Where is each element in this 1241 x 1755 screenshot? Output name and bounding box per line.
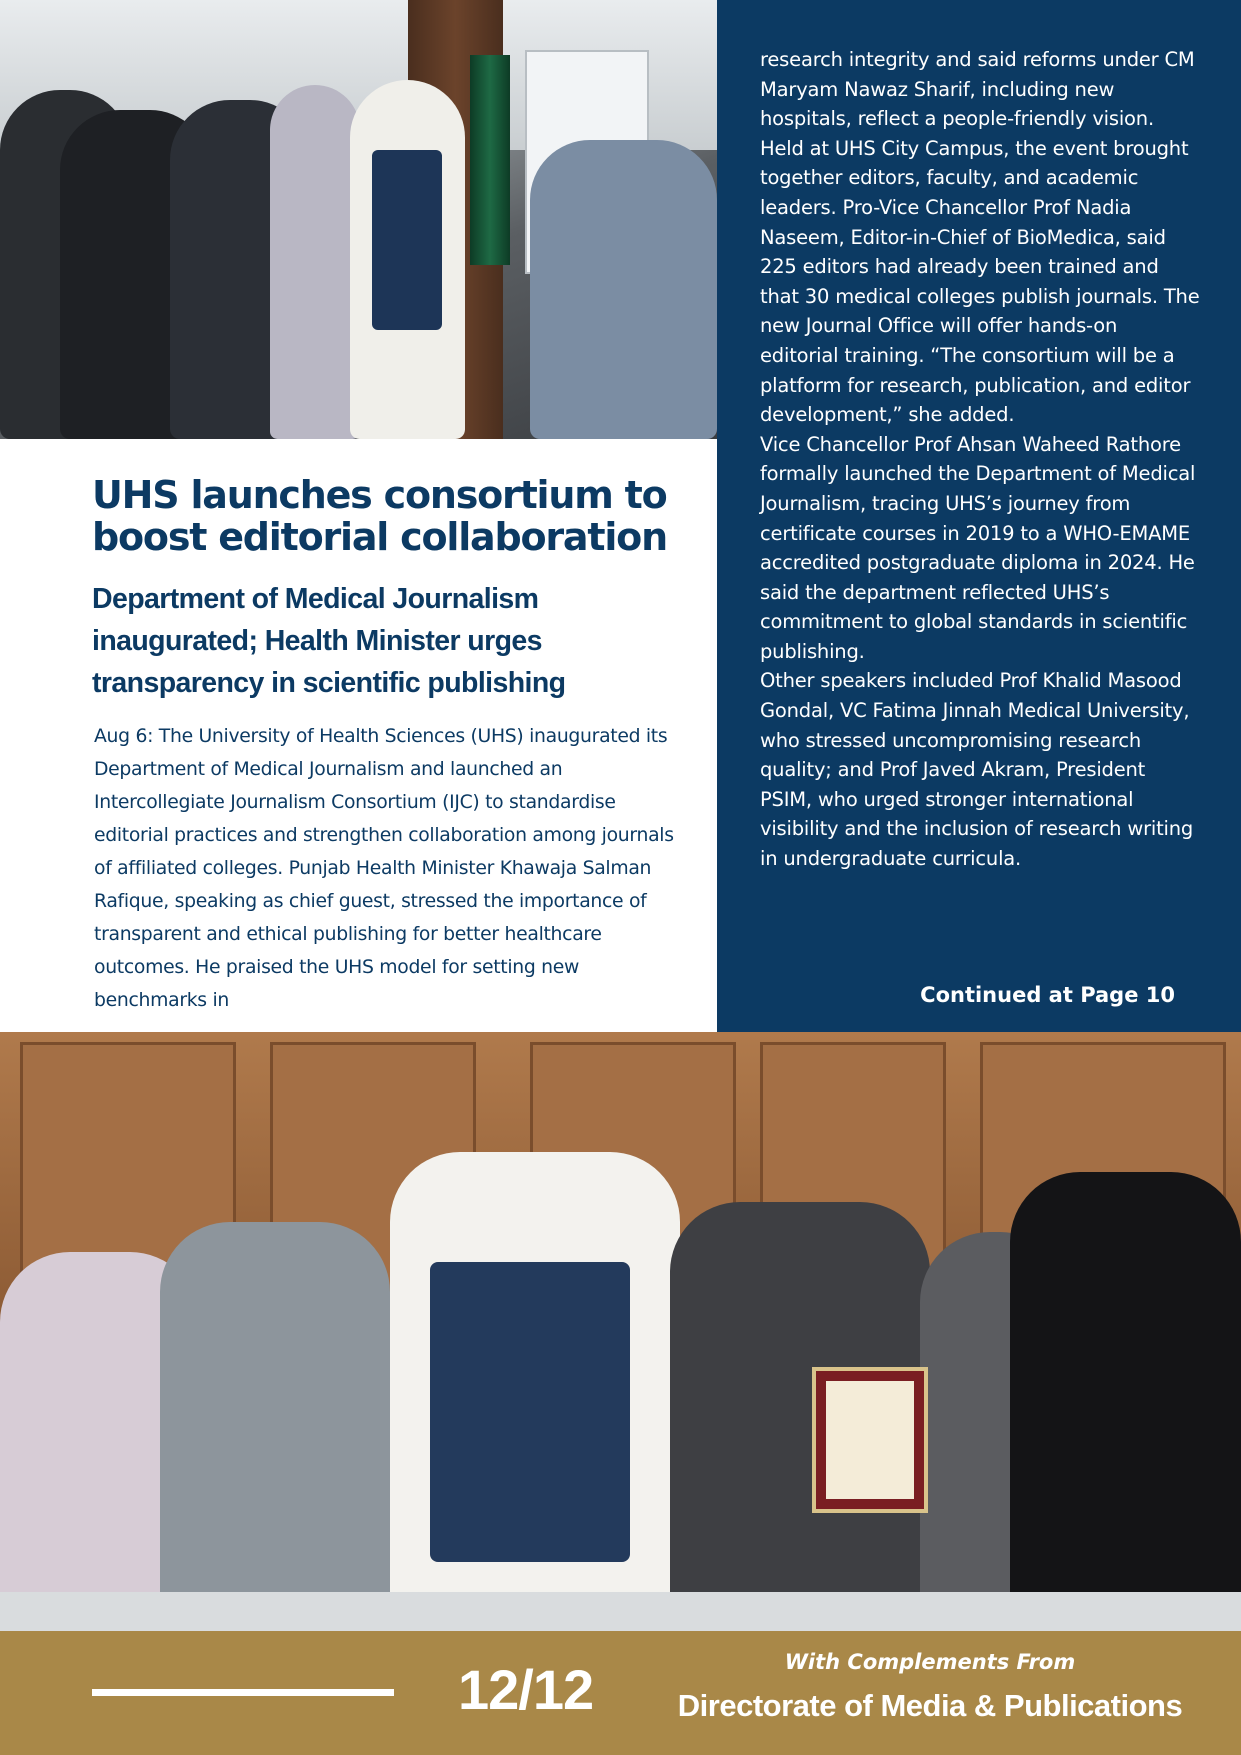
photo-person <box>270 85 360 439</box>
footer-divider <box>92 1689 394 1696</box>
article-headline: UHS launches consortium to boost editorial collaboration <box>92 473 667 559</box>
article-column-left <box>94 720 694 1017</box>
paragraph: Aug 6: The University of Health Sciences (UHS) inaugurated its Department of Medical Journalism and launched an Intercollegiate Journalism Consortium (IJC) to standardise editorial practices and strengthen collaboration among journals of affiliated colleges. Punjab Health Minister Khawaja Salman Rafique, speaking as chief guest, stressed the importance of transparent and ethical publishing for better healthcare outcomes. He praised the UHS model for setting new benchmarks in <box>94 726 674 1011</box>
paragraph: Vice Chancellor Prof Ahsan Waheed Rathore formally launched the Department of Medical Journalism, tracing UHS’s journey from certificate courses in 2019 to a WHO-EMAME accredited postgraduate diploma in 2024. He said the department reflected UHS’s commitment to global standards in scientific publishing. <box>760 432 1196 663</box>
bottom-photo <box>0 1032 1241 1631</box>
photo-person <box>1010 1172 1241 1631</box>
complements-label: With Complements From <box>784 1650 1076 1674</box>
photo-person <box>530 140 717 439</box>
photo-person <box>160 1222 390 1631</box>
photo-person <box>372 150 442 330</box>
directorate-label: Directorate of Media & Publications <box>677 1688 1183 1723</box>
award-plaque <box>812 1367 928 1513</box>
top-photo <box>0 0 717 439</box>
paragraph: Other speakers included Prof Khalid Masood Gondal, VC Fatima Jinnah Medical University, who stressed uncompromising research quality; and Prof Javed Akram, President PSIM, who urged stronger international visibility and the inclusion of research writing in undergraduate curricula. <box>760 669 1194 871</box>
continued-link[interactable]: Continued at Page 10 <box>920 983 1175 1007</box>
paragraph: research integrity and said reforms under CM Maryam Nawaz Sharif, including new hospitals, reflect a people-friendly vision. Held at UHS City Campus, the event brought together editors, faculty, and academic leaders. Pro-Vice Chancellor Prof Nadia Naseem, Editor-in-Chief of BioMedica, said 225 editors had already been trained and that 30 medical colleges publish journals. The new Journal Office will offer hands-on editorial training. “The consortium will be a platform for research, publication, and editor development,” she added. <box>760 48 1200 427</box>
photo-curtain <box>470 55 510 265</box>
article-subhead: Department of Medical Journalism inaugurated; Health Minister urges transparency in scientific publishing <box>92 583 566 699</box>
page-number: 12/12 <box>458 1658 594 1721</box>
photo-table <box>0 1592 1241 1631</box>
photo-person <box>430 1262 630 1562</box>
article-column-right <box>760 45 1200 874</box>
